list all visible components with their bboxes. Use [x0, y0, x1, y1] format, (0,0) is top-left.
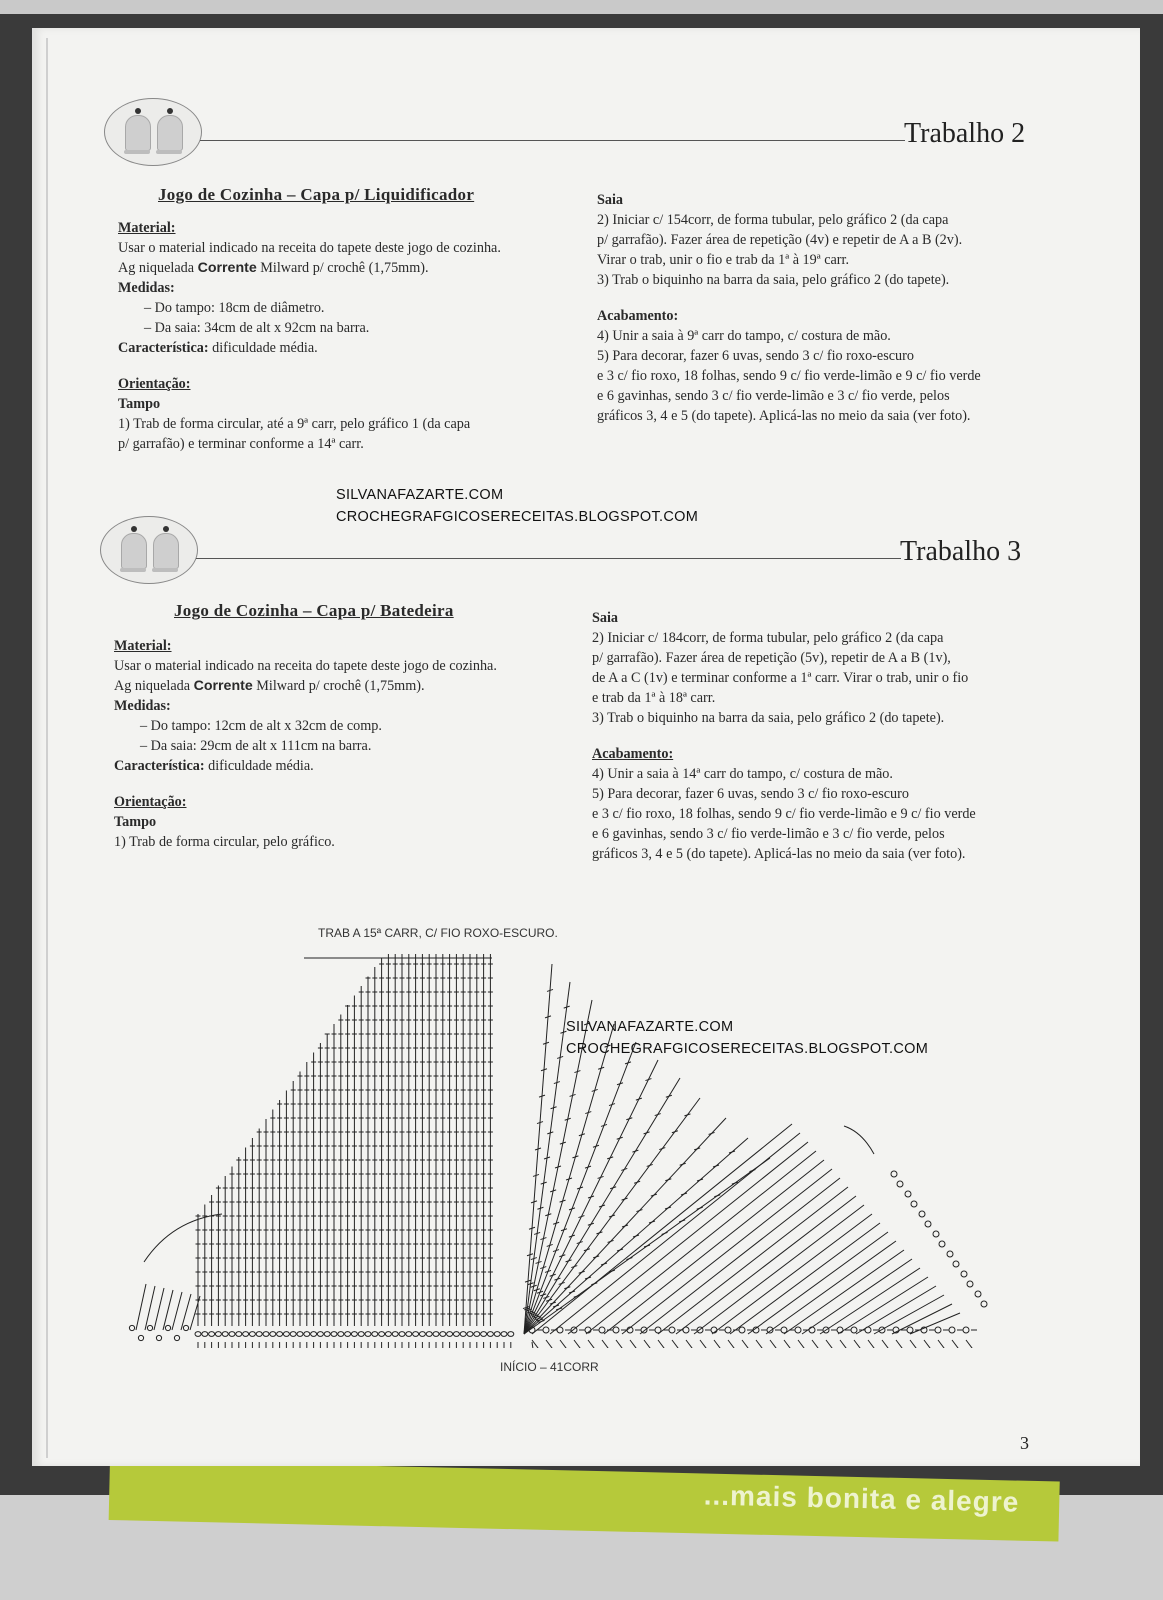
crochet-diagram — [32, 928, 1140, 1348]
stitch-mark — [686, 1340, 698, 1348]
stitch-mark — [644, 1340, 656, 1348]
stitch-mark — [676, 1196, 856, 1334]
tampo-text: 1) Trab de forma circular, até a 9ª carr, pelo gráfico 1 (da capa — [118, 416, 471, 432]
chain-stitch — [345, 1332, 351, 1337]
picot-stitch — [981, 1301, 987, 1307]
chain-stitch — [283, 1332, 289, 1337]
picot-stitch — [891, 1171, 897, 1177]
chain-stitch — [222, 1332, 228, 1337]
chain-stitch — [501, 1332, 507, 1337]
instructions-right — [597, 190, 1077, 426]
recipe-title: Jogo de Cozinha – Capa p/ Batedeira — [174, 601, 454, 620]
chain-stitch — [372, 1332, 378, 1337]
acabamento-text: e 3 c/ fio roxo, 18 folhas, sendo 9 c/ fio verde-limão e 9 c/ fio verde — [592, 806, 976, 822]
chain-stitch — [385, 1332, 391, 1337]
stitch-mark — [766, 1241, 896, 1334]
chain-stitch — [447, 1332, 453, 1337]
stitch-mark — [714, 1340, 726, 1348]
chain-stitch — [270, 1332, 276, 1337]
chain-stitch — [481, 1332, 487, 1337]
stitch-mark — [658, 1340, 670, 1348]
diagram-bottom-caption: INÍCIO – 41CORR — [500, 1360, 599, 1374]
picot-stitch — [933, 1231, 939, 1237]
chain-stitch — [406, 1332, 412, 1337]
saia-text: 2) Iniciar c/ 154corr, de forma tubular, pelo gráfico 2 (da capa — [597, 212, 949, 228]
picot-stitch — [911, 1201, 917, 1207]
chain-stitch — [379, 1332, 385, 1337]
orientacao-label: Orientação: — [118, 376, 191, 392]
acabamento-label: Acabamento: — [592, 746, 674, 762]
watermark-line: SILVANAFAZARTE.COM — [566, 1019, 734, 1035]
chain-stitch — [243, 1332, 249, 1337]
watermark-line: CROCHEGRAFGICOSERECEITAS.BLOGSPOT.COM — [566, 1041, 929, 1057]
recipe-title: Jogo de Cozinha – Capa p/ Liquidificador — [158, 185, 475, 204]
watermark-text — [336, 484, 698, 528]
stitch-mark — [840, 1340, 852, 1348]
stitch-mark — [569, 1291, 575, 1293]
chain-stitch — [453, 1332, 459, 1337]
picot-stitch — [919, 1211, 925, 1217]
chain-stitch — [290, 1332, 296, 1337]
material-text: Usar o material indicado na receita do tapete deste jogo de cozinha. — [114, 658, 497, 674]
acabamento-text: gráficos 3, 4 e 5 (do tapete). Aplicá-las no meio da saia (ver foto). — [592, 846, 966, 862]
chain-stitch — [165, 1325, 170, 1330]
diagram-watermark — [566, 1016, 928, 1060]
stitch-mark — [588, 1340, 600, 1348]
medida-item: – Do tampo: 12cm de alt x 32cm de comp. — [140, 718, 382, 734]
chain-stitch — [311, 1332, 317, 1337]
section-heading: Trabalho 3 — [900, 536, 1022, 567]
orientacao-label: Orientação: — [114, 794, 187, 810]
saia-text: p/ garrafão). Fazer área de repetição (5v), repetir de A a B (1v), — [592, 650, 951, 666]
stitch-mark — [616, 1340, 628, 1348]
acabamento-label: Acabamento: — [597, 308, 679, 324]
chain-stitch — [467, 1332, 473, 1337]
page-number: 3 — [1020, 1433, 1029, 1453]
saia-text: 3) Trab o biquinho na barra da saia, pelo gráfico 2 (do tapete). — [597, 272, 950, 288]
material-text: Usar o material indicado na receita do tapete deste jogo de cozinha. — [118, 240, 501, 256]
diagram-top-caption: TRAB A 15ª CARR, C/ FIO ROXO-ESCURO. — [318, 926, 558, 940]
chain-stitch — [669, 1327, 675, 1333]
magazine-page — [32, 28, 1140, 1466]
chain-stitch — [419, 1332, 425, 1337]
chain-stitch — [683, 1327, 689, 1333]
instructions-left — [114, 636, 584, 852]
chain-stitch — [138, 1335, 143, 1340]
chain-stitch — [277, 1332, 283, 1337]
picot-stitch — [961, 1271, 967, 1277]
chain-stitch — [183, 1325, 188, 1330]
stitch-mark — [714, 1195, 720, 1197]
stitch-mark — [938, 1340, 950, 1348]
chain-stitch — [317, 1332, 323, 1337]
stitch-mark — [649, 1221, 655, 1223]
medida-item: – Da saia: 34cm de alt x 92cm na barra. — [144, 320, 370, 336]
material-needle: Ag niquelada Corrente Milward p/ crochê (1,75mm). — [118, 260, 429, 276]
stitch-mark — [896, 1340, 908, 1348]
chain-stitch — [174, 1335, 179, 1340]
stitch-mark — [679, 1220, 685, 1222]
chain-stitch — [963, 1327, 969, 1333]
acabamento-text: 4) Unir a saia à 14ª carr do tampo, c/ costura de mão. — [592, 766, 893, 782]
stitch-mark — [163, 1290, 173, 1330]
stitch-mark — [154, 1288, 164, 1330]
saia-text: p/ garrafão). Fazer área de repetição (4v) e repetir de A a B (2v). — [597, 232, 963, 248]
stitch-mark — [910, 1340, 922, 1348]
chain-stitch — [263, 1332, 269, 1337]
stitch-mark — [784, 1340, 796, 1348]
watermark-line: SILVANAFAZARTE.COM — [336, 487, 504, 503]
stitch-mark — [633, 1235, 639, 1237]
stitch-mark — [713, 1165, 719, 1167]
acabamento-text: 5) Para decorar, fazer 6 uvas, sendo 3 c/ fio roxo-escuro — [592, 786, 909, 802]
chain-stitch — [599, 1327, 605, 1333]
medidas-label: Medidas: — [118, 280, 175, 296]
picot-stitch — [975, 1291, 981, 1297]
stitch-mark — [728, 1340, 740, 1348]
medida-item: – Do tampo: 18cm de diâmetro. — [144, 300, 325, 316]
acabamento-text: 4) Unir a saia à 9ª carr do tampo, c/ costura de mão. — [597, 328, 891, 344]
chain-stitch — [487, 1332, 493, 1337]
picot-stitch — [905, 1191, 911, 1197]
acabamento-text: e 6 gavinhas, sendo 3 c/ fio verde-limão e 3 c/ fio verde, pelos — [597, 388, 950, 404]
watermark-line: CROCHEGRAFGICOSERECEITAS.BLOGSPOT.COM — [336, 509, 699, 525]
chain-stitch — [426, 1332, 432, 1337]
chain-stitch — [571, 1327, 577, 1333]
chain-stitch — [935, 1327, 941, 1333]
tampo-text: p/ garrafão) e terminar conforme a 14ª carr. — [118, 436, 364, 452]
chain-stitch — [781, 1327, 787, 1333]
stitch-mark — [798, 1340, 810, 1348]
chain-stitch — [474, 1332, 480, 1337]
saia-label: Saia — [592, 610, 619, 626]
chain-stitch — [249, 1332, 255, 1337]
chain-stitch — [413, 1332, 419, 1337]
tampo-label: Tampo — [118, 396, 161, 412]
picot-stitch — [897, 1181, 903, 1187]
stitch-mark — [556, 1308, 562, 1310]
chain-stitch — [304, 1332, 310, 1337]
picot-stitch — [953, 1261, 959, 1267]
stitch-mark — [730, 1223, 880, 1334]
chain-stitch — [460, 1332, 466, 1337]
stitch-mark — [756, 1340, 768, 1348]
stitch-mark — [924, 1340, 936, 1348]
stitch-mark — [665, 1207, 671, 1209]
chain-stitch — [297, 1332, 303, 1337]
chain-stitch — [543, 1327, 549, 1333]
stitch-mark — [630, 1340, 642, 1348]
medidas-label: Medidas: — [114, 698, 171, 714]
stitch-mark — [601, 1263, 607, 1265]
chain-stitch — [358, 1332, 364, 1337]
stitch-mark — [748, 1232, 888, 1334]
section-rule — [196, 558, 901, 559]
picot-stitch — [967, 1281, 973, 1287]
stitch-mark — [812, 1340, 824, 1348]
chain-stitch — [338, 1332, 344, 1337]
acabamento-text: e 6 gavinhas, sendo 3 c/ fio verde-limão e 3 c/ fio verde, pelos — [592, 826, 945, 842]
stitch-mark — [681, 1193, 687, 1195]
stitch-mark — [694, 1205, 864, 1334]
chain-stitch — [739, 1327, 745, 1333]
stitch-mark — [560, 1340, 572, 1348]
picot-stitch — [925, 1221, 931, 1227]
chain-stitch — [351, 1332, 357, 1337]
stitch-mark — [697, 1207, 703, 1209]
material-label: Material: — [114, 638, 172, 654]
arrow-mark — [144, 1214, 222, 1262]
stitch-mark — [662, 1232, 668, 1234]
chain-stitch — [399, 1332, 405, 1337]
stitch-mark — [550, 1133, 800, 1334]
chain-stitch — [655, 1327, 661, 1333]
stitch-mark — [586, 1151, 816, 1334]
chain-stitch — [837, 1327, 843, 1333]
stitch-mark — [868, 1340, 880, 1348]
stitch-mark — [172, 1292, 182, 1330]
material-needle: Ag niquelada Corrente Milward p/ crochê (1,75mm). — [114, 678, 425, 694]
stitch-mark — [672, 1340, 684, 1348]
stitch-mark — [532, 1340, 544, 1348]
acabamento-text: 5) Para decorar, fazer 6 uvas, sendo 3 c/ fio roxo-escuro — [597, 348, 914, 364]
chain-stitch — [202, 1332, 208, 1337]
chain-stitch — [156, 1335, 161, 1340]
stitch-mark — [742, 1340, 754, 1348]
picot-stitch — [947, 1251, 953, 1257]
stitch-mark — [854, 1340, 866, 1348]
tampo-label: Tampo — [114, 814, 157, 830]
stitch-mark — [770, 1340, 782, 1348]
chain-stitch — [494, 1332, 500, 1337]
chain-stitch — [865, 1327, 871, 1333]
saia-text: Virar o trab, unir o fio e trab da 1ª à 19ª carr. — [597, 252, 850, 268]
chain-stitch — [440, 1332, 446, 1337]
chain-stitch — [809, 1327, 815, 1333]
chain-stitch — [215, 1332, 221, 1337]
material-label: Material: — [118, 220, 176, 236]
chain-stitch — [129, 1325, 134, 1330]
chain-stitch — [209, 1332, 215, 1337]
chain-stitch — [725, 1327, 731, 1333]
stitch-mark — [952, 1340, 964, 1348]
saia-text: 3) Trab o biquinho na barra da saia, pelo gráfico 2 (do tapete). — [592, 710, 945, 726]
chain-stitch — [851, 1327, 857, 1333]
chain-stitch — [508, 1332, 514, 1337]
saia-text: 2) Iniciar c/ 184corr, de forma tubular, pelo gráfico 2 (da capa — [592, 630, 944, 646]
arrow-mark — [844, 1126, 874, 1154]
chain-stitch — [365, 1332, 371, 1337]
stitch-mark — [553, 1305, 559, 1307]
acabamento-text: gráficos 3, 4 e 5 (do tapete). Aplicá-las no meio da saia (ver foto). — [597, 408, 971, 424]
chain-stitch — [392, 1332, 398, 1337]
chain-stitch — [433, 1332, 439, 1337]
stitch-mark — [574, 1340, 586, 1348]
chain-stitch — [641, 1327, 647, 1333]
stitch-mark — [644, 1245, 650, 1247]
section-rule — [200, 140, 905, 141]
stitch-mark — [604, 1160, 824, 1334]
stitch-mark — [820, 1268, 920, 1334]
chain-stitch — [557, 1327, 563, 1333]
chain-stitch — [613, 1327, 619, 1333]
chain-stitch — [147, 1325, 152, 1330]
stitch-mark — [697, 1179, 703, 1181]
chain-stitch — [795, 1327, 801, 1333]
stitch-mark — [602, 1340, 614, 1348]
saia-text: de A a C (1v) e terminar conforme a 1ª carr. Virar o trab, unir o fio — [592, 670, 969, 686]
instructions-left — [118, 218, 588, 454]
stitch-mark — [826, 1340, 838, 1348]
stitch-mark — [617, 1249, 623, 1251]
thimble-badge-icon — [100, 516, 198, 584]
chain-stitch — [256, 1332, 262, 1337]
stitch-mark — [640, 1178, 840, 1334]
tampo-text: 1) Trab de forma circular, pelo gráfico. — [114, 834, 335, 850]
stitch-mark — [136, 1284, 146, 1330]
stitch-mark — [700, 1340, 712, 1348]
stitch-mark — [145, 1286, 155, 1330]
instructions-right — [592, 608, 1072, 864]
cover-strip-text: ...mais bonita e alegre — [703, 1479, 1020, 1518]
picot-stitch — [939, 1241, 945, 1247]
stitch-mark — [966, 1340, 978, 1348]
chain-stitch — [229, 1332, 235, 1337]
chain-stitch — [331, 1332, 337, 1337]
stitch-mark — [882, 1340, 894, 1348]
stitch-mark — [838, 1277, 928, 1334]
acabamento-text: e 3 c/ fio roxo, 18 folhas, sendo 9 c/ fio verde-limão e 9 c/ fio verde — [597, 368, 981, 384]
stitch-mark — [626, 1258, 632, 1260]
stitch-mark — [784, 1250, 904, 1334]
chain-stitch — [949, 1327, 955, 1333]
scan-background-top — [0, 0, 1163, 14]
chain-stitch — [907, 1327, 913, 1333]
section-heading: Trabalho 2 — [904, 118, 1026, 149]
stitch-mark — [585, 1277, 591, 1279]
stitch-mark — [729, 1151, 735, 1153]
chain-stitch — [236, 1332, 242, 1337]
stitch-mark — [181, 1294, 191, 1330]
chain-stitch — [195, 1332, 201, 1337]
stitch-mark — [546, 1340, 558, 1348]
caracteristica: Característica: dificuldade média. — [114, 758, 314, 774]
saia-text: e trab da 1ª à 18ª carr. — [592, 690, 716, 706]
chain-stitch — [324, 1332, 330, 1337]
thimble-badge-icon — [104, 98, 202, 166]
saia-label: Saia — [597, 192, 624, 208]
caracteristica: Característica: dificuldade média. — [118, 340, 318, 356]
medida-item: – Da saia: 29cm de alt x 111cm na barra. — [140, 738, 372, 754]
